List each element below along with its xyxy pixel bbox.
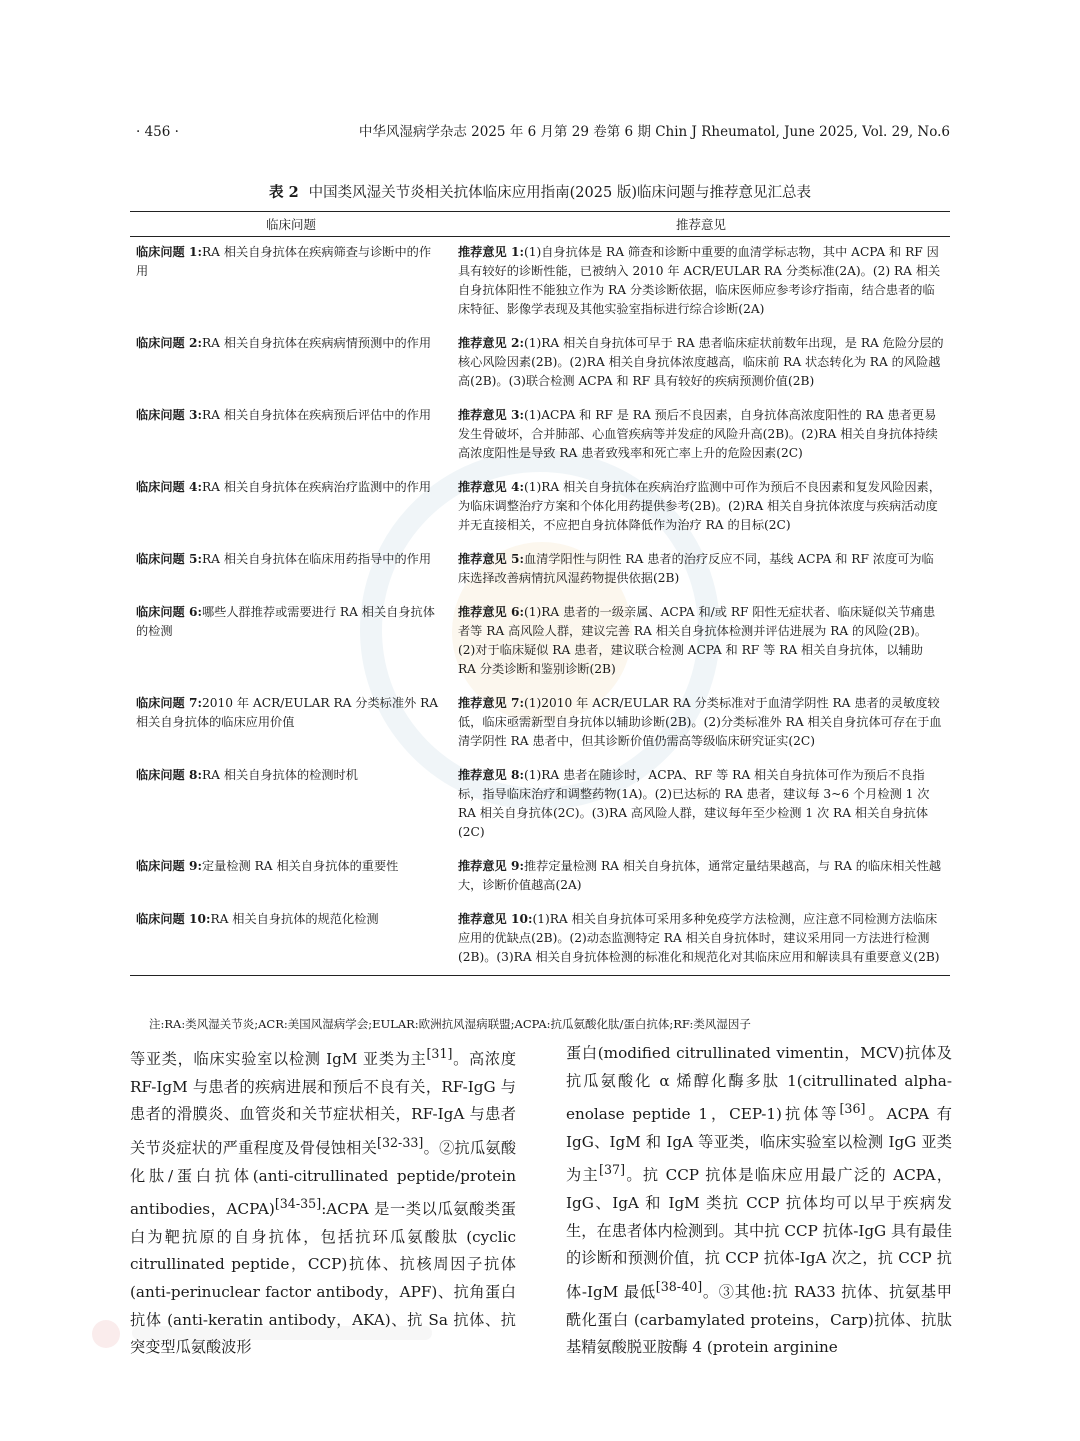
question-label: 临床问题 7: (136, 696, 202, 710)
recommendation-label: 推荐意见 10: (458, 912, 533, 926)
recommendation-text: (1)RA 相关自身抗体可早于 RA 患者临床症状前数年出现，是 RA 危险分层的核心风险因素(2B)。(2)RA 相关自身抗体浓度越高，临床前 RA 状态转化为 RA 的风险越高(2B)。(3)联合检测 ACPA 和 RF 具有较好的疾病预测价值(2B) (458, 336, 944, 388)
running-head (130, 122, 950, 142)
question-text: 2010 年 ACR/EULAR RA 分类标准外 RA 相关自身抗体的临床应用价值 (136, 696, 439, 729)
body-text: 。②抗瓜氨酸化肽/蛋白抗体(anti-citrullinated peptide/protein antibodies，ACPA) (130, 1138, 516, 1219)
recommendation-text: (1)2010 年 ACR/EULAR RA 分类标准对于血清学阴性 RA 患者的灵敏度较低，临床亟需新型自身抗体以辅助诊断(2B)。(2)分类标准外 RA 相关自身抗体可存在于血清学阴性 RA 患者中，但其诊断价值仍需高等级临床研究证实(2C) (458, 696, 942, 748)
question-label: 临床问题 2: (136, 336, 202, 350)
recommendation-text: (1)ACPA 和 RF 是 RA 预后不良因素，自身抗体高浓度阳性的 RA 患者更易发生骨破坏，合并肺部、心血管疾病等并发症的风险升高(2B)。(2)RA 相关自身抗体持续高浓度阳性是导致 RA 患者致残率和死亡率上升的危险因素(2C) (458, 408, 938, 460)
question-cell (130, 851, 452, 904)
recommendation-text: (1)RA 相关自身抗体可采用多种免疫学方法检测，应注意不同检测方法临床应用的优缺点(2B)。(2)动态监测特定 RA 相关自身抗体时，建议采用同一方法进行检测(2B)。(3)RA 相关自身抗体检测的标准化和规范化对其临床应用和解读具有重要意义(2B) (458, 912, 940, 964)
table-row (130, 760, 950, 851)
body-text: 。高浓度 RF-IgM 与患者的疾病进展和预后不良有关，RF-IgG 与患者的滑膜炎、血管炎和关节症状相关，RF-IgA 与患者关节炎症状的严重程度及骨侵蚀相关 (130, 1050, 517, 1157)
question-text: RA 相关自身抗体在疾病筛查与诊断中的作用 (136, 245, 432, 278)
body-text: 。③其他:抗 RA33 抗体、抗氨基甲酰化蛋白 (carbamylated proteins，Carp)抗体、抗肽基精氨酸脱亚胺酶 4 (protein arginine (566, 1282, 952, 1357)
table-header-row (130, 212, 950, 237)
question-text: RA 相关自身抗体的检测时机 (201, 768, 358, 782)
question-cell (130, 237, 452, 329)
column-header-recommendation: 推荐意见 (452, 212, 950, 237)
question-label: 临床问题 6: (136, 605, 202, 619)
question-cell (130, 544, 452, 597)
body-column-left (130, 1040, 516, 1362)
question-cell (130, 904, 452, 976)
citation: [31] (426, 1046, 453, 1061)
table-title (130, 183, 950, 203)
page-number: · 456 · (136, 124, 179, 140)
question-label: 临床问题 9: (136, 859, 202, 873)
recommendation-cell (452, 904, 950, 976)
question-cell (130, 472, 452, 544)
summary-table (130, 211, 950, 976)
question-text: RA 相关自身抗体的规范化检测 (210, 912, 379, 926)
column-header-question: 临床问题 (130, 212, 452, 237)
journal-info: 中华风湿病学杂志 2025 年 6 月第 29 卷第 6 期 Chin J Rheumatol, June 2025, Vol. 29, No.6 (358, 124, 950, 140)
body-column-right (566, 1040, 952, 1362)
table-note: 注:RA:类风湿关节炎;ACR:美国风湿病学会;EULAR:欧洲抗风湿病联盟;ACPA:抗瓜氨酸化肽/蛋白抗体;RF:类风湿因子 (149, 1017, 751, 1031)
recommendation-label: 推荐意见 3: (458, 408, 524, 422)
table-row (130, 400, 950, 472)
recommendation-label: 推荐意见 5: (458, 552, 524, 566)
question-text: 哪些人群推荐或需要进行 RA 相关自身抗体的检测 (136, 605, 435, 638)
table-row (130, 851, 950, 904)
question-text: RA 相关自身抗体在疾病预后评估中的作用 (201, 408, 432, 422)
recommendation-cell (452, 760, 950, 851)
recommendation-text: 推荐定量检测 RA 相关自身抗体，通常定量结果越高，与 RA 的临床相关性越大，诊断价值越高(2A) (458, 859, 942, 892)
table-row (130, 688, 950, 760)
question-text: RA 相关自身抗体在疾病治疗监测中的作用 (201, 480, 432, 494)
table-row (130, 237, 950, 329)
question-cell (130, 760, 452, 851)
recommendation-cell (452, 544, 950, 597)
question-cell (130, 688, 452, 760)
recommendation-cell (452, 472, 950, 544)
recommendation-text: (1)RA 患者的一级亲属、ACPA 和/或 RF 阳性无症状者、临床疑似关节痛患者等 RA 高风险人群，建议完善 RA 相关自身抗体检测并评估进展为 RA 的风险(2B)。(2)对于临床疑似 RA 患者，建议联合检测 ACPA 和 RF 等 RA 相关自身抗体，以辅助 RA 分类诊断和鉴别诊断(2B) (458, 605, 936, 676)
body-text: 蛋白(modified citrullinated vimentin，MCV)抗体及抗瓜氨酸化 α 烯醇化酶多肽 1(citrullinated alpha-enolase peptide 1，CEP-1)抗体等 (566, 1044, 952, 1124)
recommendation-cell (452, 688, 950, 760)
body-text: 。ACPA 有 IgG、IgM 和 IgA 等亚类，临床实验室以检测 IgG 亚类为主 (566, 1105, 952, 1185)
question-label: 临床问题 5: (136, 552, 202, 566)
question-label: 临床问题 3: (136, 408, 202, 422)
question-label: 临床问题 8: (136, 768, 202, 782)
table-row (130, 472, 950, 544)
recommendation-cell (452, 400, 950, 472)
citation: [34-35] (274, 1196, 322, 1212)
table-row (130, 328, 950, 400)
citation: [37] (599, 1162, 626, 1178)
question-label: 临床问题 4: (136, 480, 202, 494)
recommendation-label: 推荐意见 4: (458, 480, 524, 494)
table-row (130, 544, 950, 597)
question-cell (130, 597, 452, 688)
recommendation-label: 推荐意见 2: (458, 336, 524, 350)
citation: [32-33] (377, 1134, 424, 1150)
recommendation-cell (452, 237, 950, 329)
body-text: :ACPA 是一类以瓜氨酸类蛋白为靶抗原的自身抗体，包括抗环瓜氨酸肽 (cyclic citrullinated peptide，CCP)抗体、抗核周因子抗体 (anti-perinuclear factor antibody，APF)、抗角蛋白抗体 (anti-keratin antibody，AKA)、抗 Sa 抗体、抗突变型瓜氨酸波形 (130, 1200, 516, 1357)
body-text: 等亚类，临床实验室以检测 IgM 亚类为主 (130, 1050, 427, 1069)
question-cell (130, 400, 452, 472)
table-row (130, 904, 950, 976)
citation: [38-40] (655, 1278, 703, 1294)
recommendation-text: 血清学阳性与阴性 RA 患者的治疗反应不同，基线 ACPA 和 RF 浓度可为临床选择改善病情抗风湿药物提供依据(2B) (458, 552, 934, 585)
recommendation-text: (1)RA 患者在随诊时，ACPA、RF 等 RA 相关自身抗体可作为预后不良指标，指导临床治疗和调整药物(1A)。(2)已达标的 RA 患者，建议每 3~6 个月检测 1 次 RA 相关自身抗体(2C)。(3)RA 高风险人群，建议每年至少检测 1 次 RA 相关自身抗体(2C) (458, 768, 930, 839)
recommendation-text: (1)自身抗体是 RA 筛查和诊断中重要的血清学标志物，其中 ACPA 和 RF 因具有较好的诊断性能，已被纳入 2010 年 ACR/EULAR RA 分类标准(2A)。(2) RA 相关自身抗体阳性不能独立作为 RA 分类诊断依据，临床医师应参考诊疗指南，结合患者的临床特征、影像学表现及其他实验室指标进行综合诊断(2A) (458, 245, 941, 316)
question-text: 定量检测 RA 相关自身抗体的重要性 (201, 859, 399, 873)
recommendation-label: 推荐意见 9: (458, 859, 524, 873)
recommendation-label: 推荐意见 1: (458, 245, 524, 259)
recommendation-label: 推荐意见 8: (458, 768, 524, 782)
table-row (130, 597, 950, 688)
recommendation-cell (452, 328, 950, 400)
question-label: 临床问题 10: (136, 912, 211, 926)
citation: [36] (839, 1101, 866, 1117)
recommendation-label: 推荐意见 6: (458, 605, 524, 619)
recommendation-text: (1)RA 相关自身抗体在疾病治疗监测中可作为预后不良因素和复发风险因素，为临床调整治疗方案和个体化用药提供参考(2B)。(2)RA 相关自身抗体浓度与疾病活动度并无直接相关，不应把自身抗体降低作为治疗 RA 的目标(2C) (458, 480, 941, 532)
question-text: RA 相关自身抗体在临床用药指导中的作用 (201, 552, 432, 566)
question-text: RA 相关自身抗体在疾病病情预测中的作用 (201, 336, 432, 350)
recommendation-table (130, 211, 950, 976)
recommendation-cell (452, 597, 950, 688)
flower-logo-icon (92, 1320, 120, 1348)
body-text: 。抗 CCP 抗体是临床应用最广泛的 ACPA，IgG、IgA 和 IgM 类抗 CCP 抗体均可以早于疾病发生，在患者体内检测到。其中抗 CCP 抗体-IgG 具有最佳的诊断和预测价值，抗 CCP 抗体-IgA 次之，抗 CCP 抗体-IgM 最低 (566, 1166, 952, 1301)
table-label: 表 2 (269, 184, 299, 201)
table-caption: 中国类风湿关节炎相关抗体临床应用指南(2025 版)临床问题与推荐意见汇总表 (308, 185, 811, 201)
recommendation-cell (452, 851, 950, 904)
recommendation-label: 推荐意见 7: (458, 696, 524, 710)
question-label: 临床问题 1: (136, 245, 202, 259)
question-cell (130, 328, 452, 400)
